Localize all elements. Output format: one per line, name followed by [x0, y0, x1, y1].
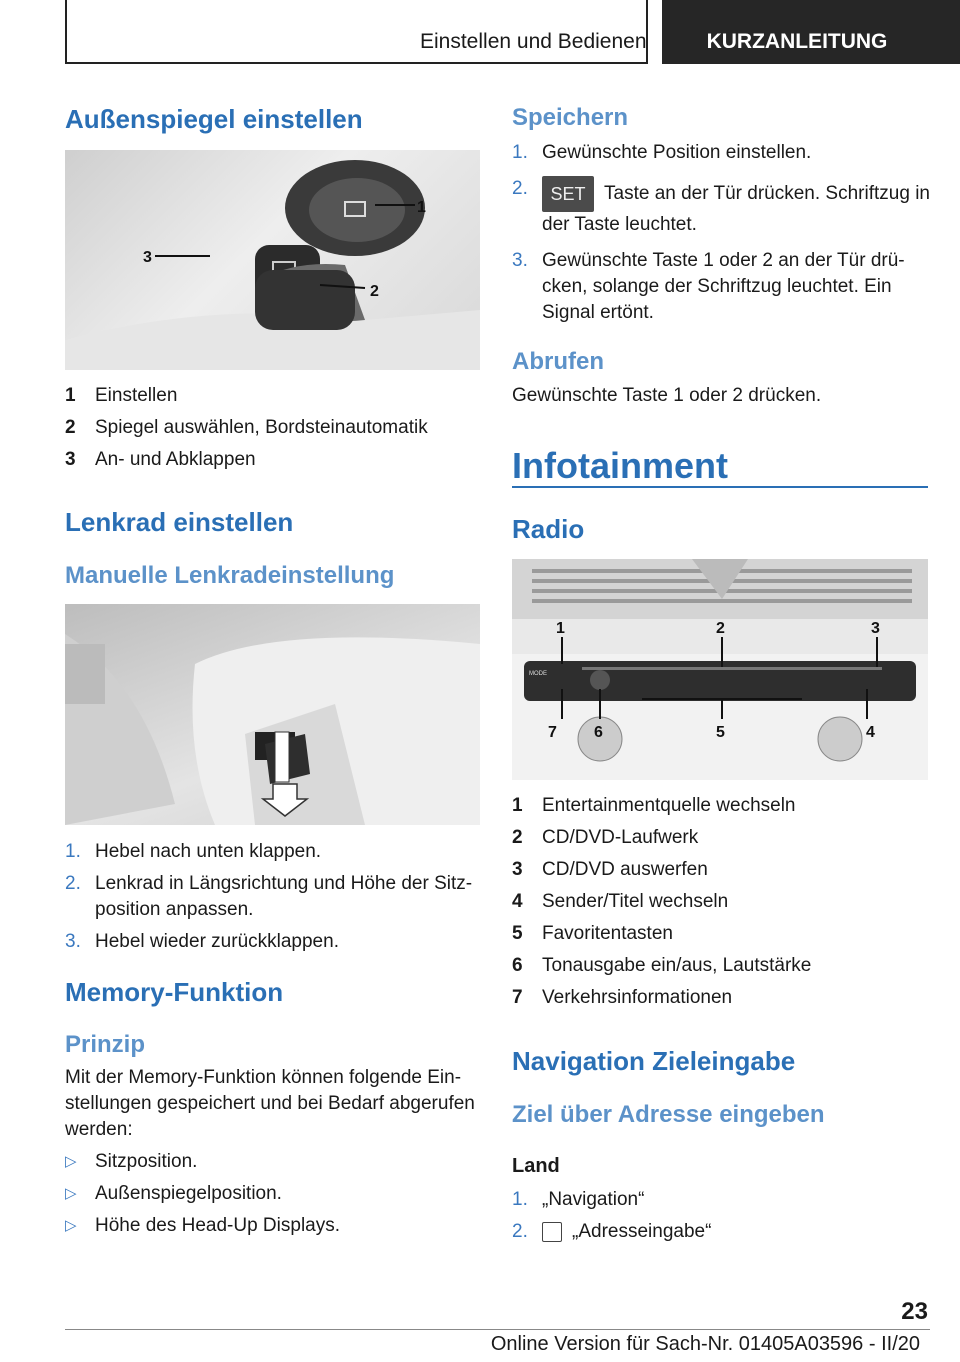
header-tab-kurzanleitung: KURZANLEITUNG — [662, 0, 960, 64]
infotainment-title: Infotainment — [512, 445, 728, 486]
steering-lever-image — [65, 604, 480, 825]
list-item: ▷ Sitzposition. — [65, 1149, 485, 1175]
list-item: 2. SET Taste an der Tür drücken. Schriftzug in der Taste leuchtet. — [512, 178, 930, 235]
radio-panel-image — [512, 559, 928, 780]
radio-title: Radio — [512, 514, 585, 544]
memory-title: Memory-Funktion — [65, 977, 284, 1007]
list-item: 7 Verkehrsinformationen — [512, 987, 733, 1008]
radio-callout-5: 5 — [716, 724, 725, 741]
list-item: 3 CD/DVD auswerfen — [512, 859, 708, 880]
steering-subtitle: Manuelle Lenkradeinstellung — [65, 562, 395, 589]
footer-rule — [65, 1329, 930, 1330]
radio-panel-illustration — [512, 559, 928, 780]
radio-callout-2: 2 — [716, 620, 725, 637]
page-number: 23 — [901, 1298, 928, 1325]
list-item: ▷ Höhe des Head-Up Displays. — [65, 1213, 485, 1239]
navigation-title: Navigation Zieleingabe — [512, 1046, 796, 1076]
list-item: 2. Lenkrad in Längsrichtung und Höhe der Sitz-position anpassen. — [65, 873, 473, 920]
list-item: 1. Gewünschte Position einstellen. — [512, 142, 812, 163]
save-title: Speichern — [512, 104, 629, 131]
radio-callout-7: 7 — [548, 724, 557, 741]
list-item: 3. Gewünschte Taste 1 oder 2 an der Tür drü-cken, solange der Schriftzug leuchtet. Ein Signal ertönt. — [512, 250, 905, 323]
triangle-bullet-icon: ▷ — [65, 1185, 77, 1202]
list-item: 6 Tonausgabe ein/aus, Lautstärke — [512, 955, 812, 976]
recall-title: Abrufen — [512, 348, 604, 375]
set-key-icon: SET — [542, 176, 594, 212]
recall-text: Gewünschte Taste 1 oder 2 drücken. — [512, 385, 822, 406]
mirror-controls-illustration — [65, 150, 480, 370]
list-item: 1. „Navigation“ — [512, 1189, 645, 1210]
mirror-controls-image — [65, 150, 480, 370]
footer-text: Online Version für Sach-Nr. 01405A03596 - II/20 — [490, 1333, 920, 1355]
list-item: 3 An- und Abklappen — [65, 449, 256, 470]
list-item: 3. Hebel wieder zurückklappen. — [65, 931, 339, 952]
mirror-legend — [65, 383, 485, 479]
list-item: 4 Sender/Titel wechseln — [512, 891, 729, 912]
mirror-callout-1: 1 — [417, 199, 426, 216]
radio-callout-3: 3 — [871, 620, 880, 637]
radio-legend — [512, 793, 932, 1017]
navigation-subtitle: Ziel über Adresse eingeben — [512, 1101, 825, 1128]
mirror-title: Außenspiegel einstellen — [65, 104, 363, 134]
principle-text: Mit der Memory-Funktion können folgende Ein-stellungen gespeichert und bei Bedarf abgerufen werden: — [65, 1067, 475, 1140]
list-item: 5 Favoritentasten — [512, 923, 673, 944]
mirror-callout-2: 2 — [370, 283, 379, 300]
radio-callout-1: 1 — [556, 620, 565, 637]
save-steps — [512, 140, 932, 332]
section-rule — [512, 486, 928, 488]
steering-lever-illustration — [65, 604, 480, 825]
list-item: 2 CD/DVD-Laufwerk — [512, 827, 699, 848]
list-item: 1 Entertainmentquelle wechseln — [512, 795, 796, 816]
list-item: 2 Spiegel auswählen, Bordsteinautomatik — [65, 417, 428, 438]
triangle-bullet-icon: ▷ — [65, 1153, 77, 1170]
list-item: 1 Einstellen — [65, 385, 178, 406]
principle-title: Prinzip — [65, 1031, 146, 1058]
land-steps — [512, 1187, 932, 1251]
header-section-title: Einstellen und Bedienen — [420, 30, 647, 53]
steering-title: Lenkrad einstellen — [65, 507, 294, 537]
steering-steps — [65, 839, 485, 961]
mirror-callout-3: 3 — [143, 249, 152, 266]
radio-callout-6: 6 — [594, 724, 603, 741]
navigation-map-icon — [542, 1222, 562, 1242]
principle-bullets — [65, 1149, 485, 1245]
list-item: 2. „Adresseingabe“ — [512, 1221, 712, 1242]
triangle-bullet-icon: ▷ — [65, 1217, 77, 1234]
land-title: Land — [512, 1155, 560, 1177]
radio-callout-4: 4 — [866, 724, 875, 741]
list-item: 1. Hebel nach unten klappen. — [65, 841, 322, 862]
list-item: ▷ Außenspiegelposition. — [65, 1181, 485, 1207]
radio-mode-label: MODE — [529, 671, 547, 677]
